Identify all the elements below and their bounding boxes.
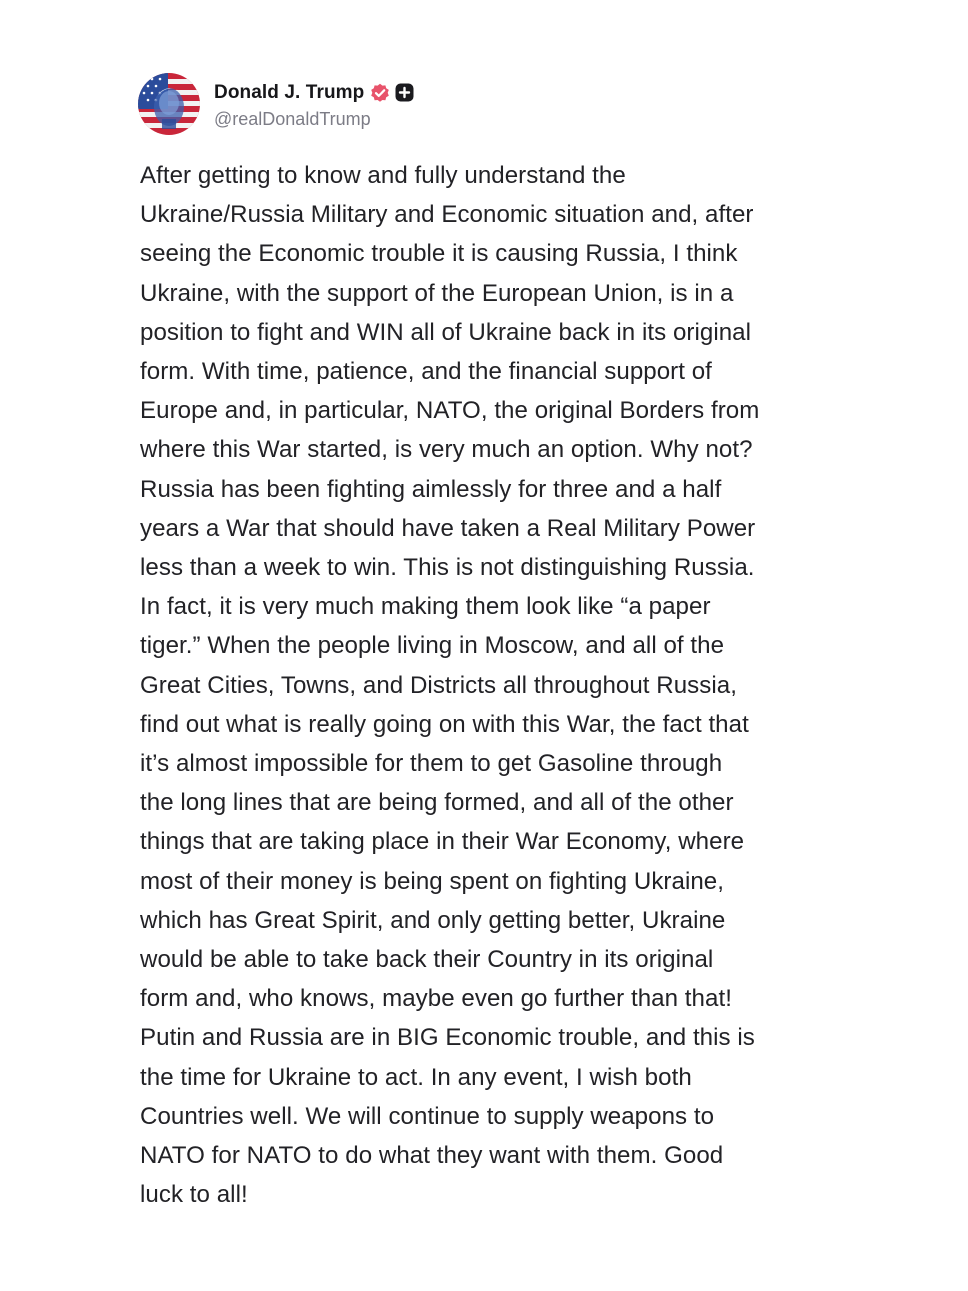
post-line: form. With time, patience, and the financial support of (140, 358, 712, 386)
post-line: Countries well. We will continue to supply weapons to (140, 1102, 715, 1130)
post-line: luck to all! (140, 1181, 248, 1209)
post-line: Putin and Russia are in BIG Economic trouble, and this is (140, 1024, 755, 1052)
avatar[interactable] (138, 73, 200, 135)
post-header (138, 72, 414, 136)
post-line: years a War that should have taken a Real Military Power (140, 514, 756, 542)
post-body (140, 156, 860, 1214)
post-line: which has Great Spirit, and only getting better, Ukraine (140, 906, 726, 934)
author-identity (214, 79, 414, 130)
post-line: it’s almost impossible for them to get Gasoline through (140, 750, 723, 778)
post-line: where this War started, is very much an option. Why not? (140, 436, 753, 464)
post-line: Europe and, in particular, NATO, the original Borders from (140, 397, 760, 425)
post-line: In fact, it is very much making them look like “a paper (140, 593, 711, 621)
plus-badge-icon (395, 83, 414, 102)
post-line: Great Cities, Towns, and Districts all throughout Russia, (140, 671, 737, 699)
verified-badge-icon (370, 83, 390, 103)
post-line: tiger.” When the people living in Moscow, and all of the (140, 632, 725, 660)
post-line: things that are taking place in their War Economy, where (140, 828, 745, 856)
post-line: form and, who knows, maybe even go further than that! (140, 985, 732, 1013)
post-line: less than a week to win. This is not distinguishing Russia. (140, 554, 755, 582)
post-line: Russia has been fighting aimlessly for three and a half (140, 475, 722, 503)
author-handle[interactable]: @realDonaldTrump (214, 108, 371, 129)
post-line: the time for Ukraine to act. In any event, I wish both (140, 1063, 692, 1091)
name-row (214, 79, 414, 107)
post-line: After getting to know and fully understand the (140, 162, 626, 189)
post-line: Ukraine, with the support of the European Union, is in a (140, 279, 734, 307)
author-display-name[interactable]: Donald J. Trump (214, 81, 365, 103)
post-line: NATO for NATO to do what they want with them. Good (140, 1142, 724, 1170)
avatar-image (138, 73, 200, 135)
post-line: most of their money is being spent on fighting Ukraine, (140, 867, 724, 895)
post-line: the long lines that are being formed, and all of the other (140, 789, 734, 817)
post-line: would be able to take back their Country in its original (140, 946, 714, 974)
post-line: seeing the Economic trouble it is causing Russia, I think (140, 240, 738, 268)
post-line: Ukraine/Russia Military and Economic situation and, after (140, 201, 754, 229)
post-line: position to fight and WIN all of Ukraine back in its original (140, 318, 752, 346)
post-line: find out what is really going on with this War, the fact that (140, 710, 749, 738)
